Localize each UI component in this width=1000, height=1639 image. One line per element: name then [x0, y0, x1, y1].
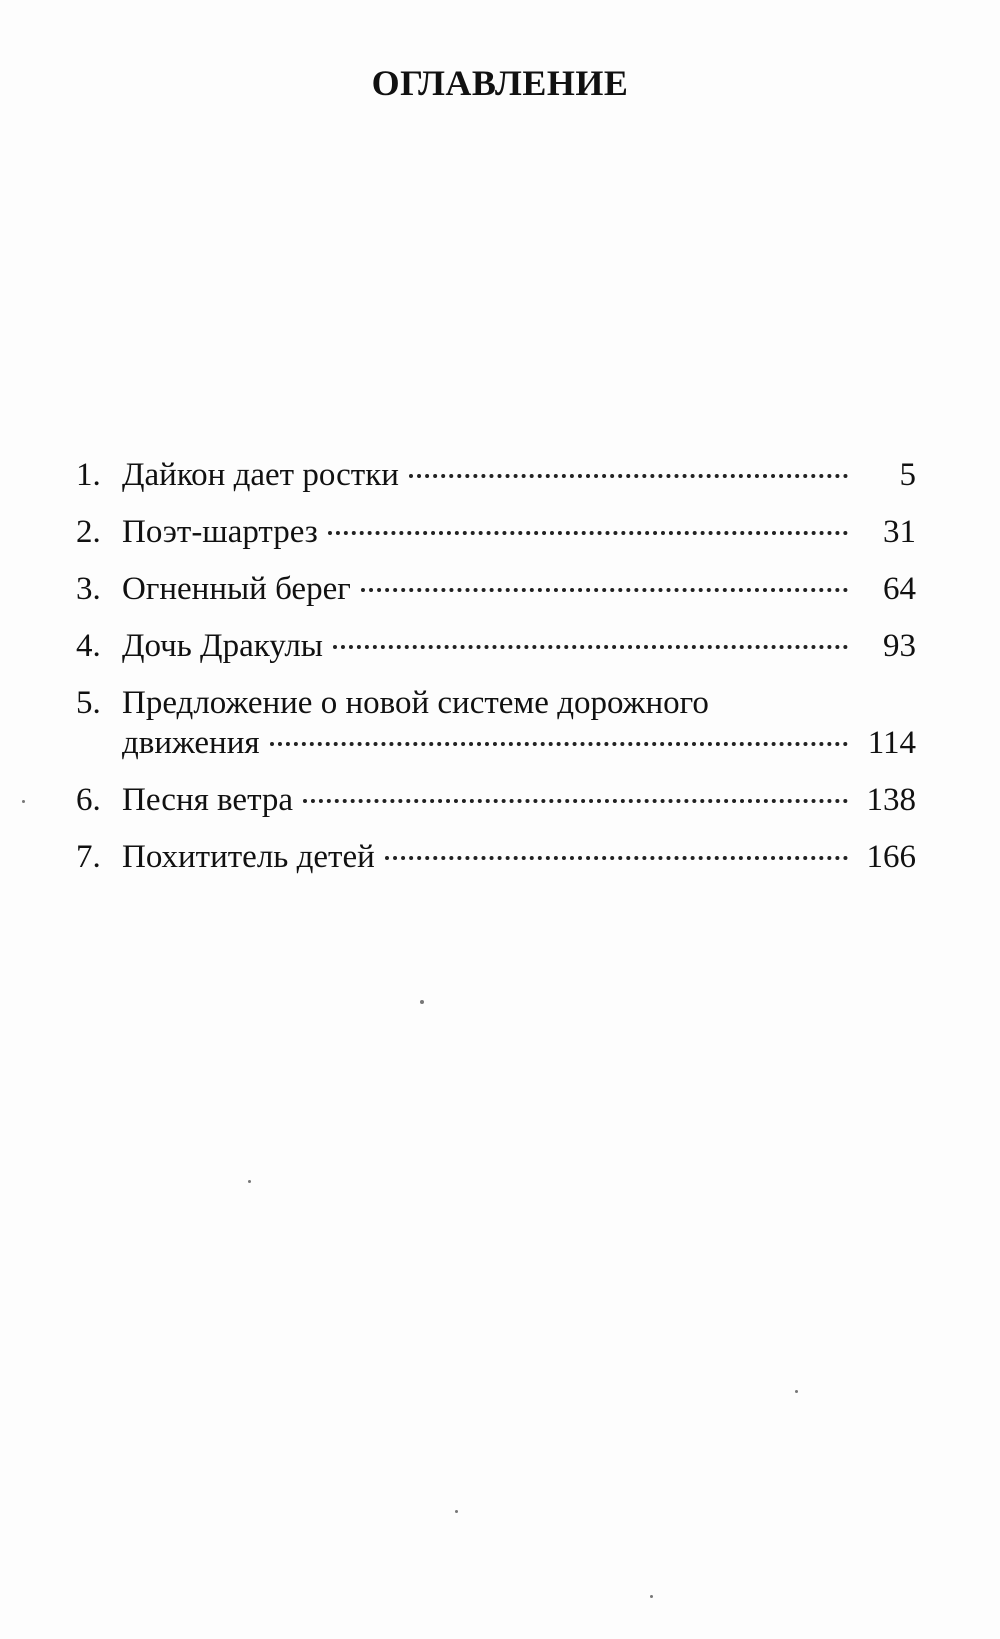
scan-speck: [248, 1180, 251, 1183]
toc-entry-page: 114: [867, 725, 916, 761]
toc-entry: [76, 626, 916, 666]
toc-entry-page: 64: [883, 571, 916, 607]
toc-entry-title: Огненный берег: [122, 571, 351, 607]
toc-entry: [76, 780, 916, 820]
dot-leader: [361, 588, 848, 592]
scan-speck: [650, 1595, 653, 1598]
toc-entry-number: 1.: [76, 457, 101, 493]
toc-entry-page: 93: [883, 628, 916, 664]
toc-entry-title: Похититель детей: [122, 839, 375, 875]
toc-entry-title: Дочь Дракулы: [122, 628, 323, 664]
dot-leader: [409, 474, 848, 478]
toc-entry-title-line-1: Предложение о новой системе дорожного: [122, 685, 709, 721]
dot-leader: [333, 645, 848, 649]
toc-entry: [76, 683, 916, 763]
toc-entry-title: Поэт-шартрез: [122, 514, 318, 550]
table-of-contents: [76, 455, 916, 894]
toc-entry-number: 5.: [76, 685, 101, 721]
toc-entry-title-line-2: движения: [122, 725, 260, 761]
toc-entry-page: 5: [899, 457, 916, 493]
page-title: ОГЛАВЛЕНИЕ: [371, 63, 629, 103]
toc-entry: [76, 837, 916, 877]
dot-leader: [385, 856, 848, 860]
toc-entry: [76, 455, 916, 495]
toc-entry: [76, 512, 916, 552]
toc-entry-title: Песня ветра: [122, 782, 294, 818]
toc-entry-number: 2.: [76, 514, 101, 550]
toc-entry-page: 138: [866, 782, 916, 818]
dot-leader: [270, 742, 848, 746]
toc-entry-number: 4.: [76, 628, 101, 664]
toc-entry-number: 6.: [76, 782, 101, 818]
scan-speck: [795, 1390, 798, 1393]
toc-entry-title: Дайкон дает ростки: [122, 457, 399, 493]
scan-speck: [455, 1510, 458, 1513]
toc-entry-page: 31: [883, 514, 916, 550]
dot-leader: [328, 531, 848, 535]
scan-speck: [22, 800, 25, 803]
toc-entry-number: 3.: [76, 571, 101, 607]
toc-entry: [76, 569, 916, 609]
toc-entry-page: 166: [866, 839, 916, 875]
scan-speck: [420, 1000, 424, 1004]
toc-entry-number: 7.: [76, 839, 101, 875]
dot-leader: [303, 799, 848, 803]
